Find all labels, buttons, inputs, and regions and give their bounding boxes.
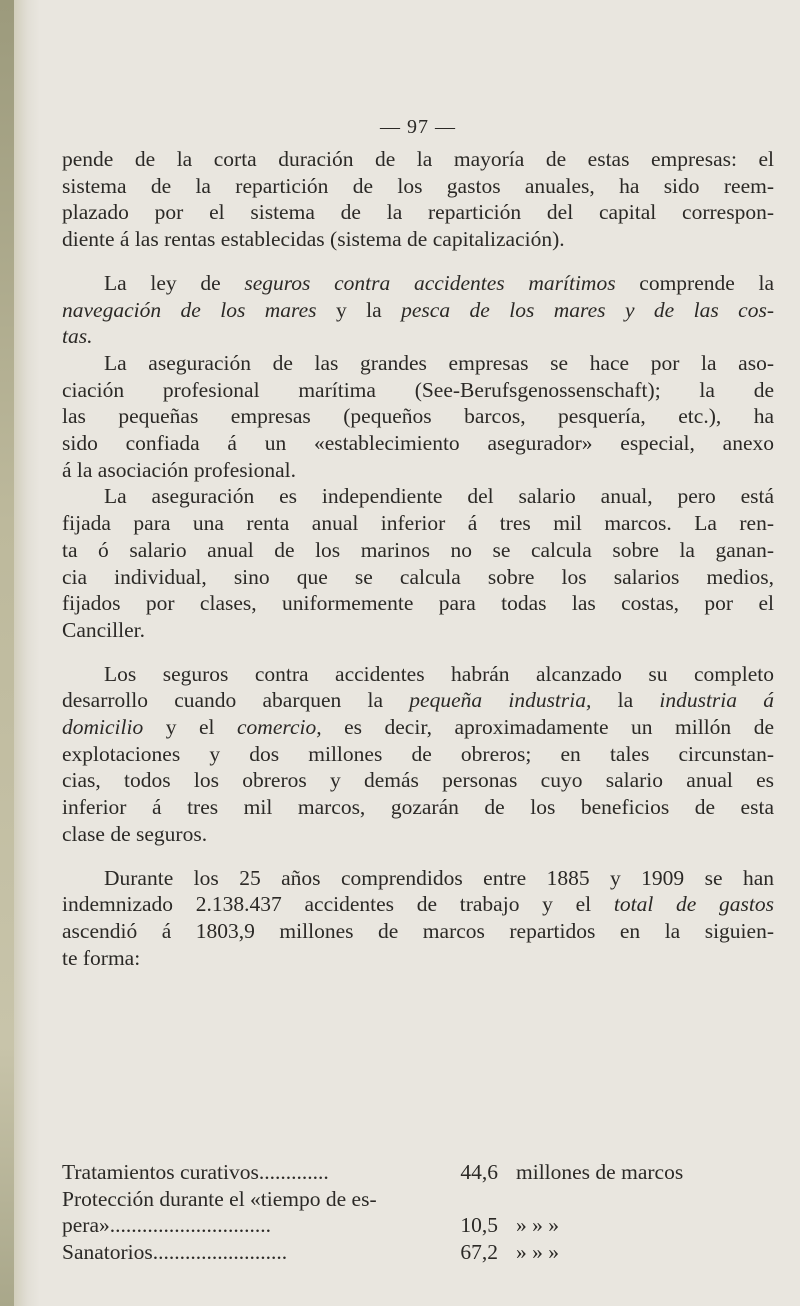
text-line: inferior á tres mil marcos, gozarán de los beneficios de esta: [62, 795, 774, 820]
text-line: fijada para una renta anual inferior á tres mil marcos. La ren-: [62, 511, 774, 536]
paragraph-5: [62, 661, 774, 848]
text-line: desarrollo cuando abarquen la pequeña industria, la industria á: [62, 688, 774, 713]
text-line: explotaciones y dos millones de obreros; en tales circunstan-: [62, 741, 774, 766]
table-row: [62, 1239, 774, 1266]
text-line: tas.: [62, 324, 93, 349]
paragraph-2: [62, 270, 774, 350]
expenses-table: [62, 1159, 774, 1266]
table-row: [62, 1159, 774, 1186]
text-line: plazado por el sistema de la repartición del capital correspon-: [62, 200, 774, 225]
text-line: á la asociación profesional.: [62, 457, 297, 482]
paragraph-4: [62, 483, 774, 643]
expense-label: Tratamientos curativos.............: [62, 1160, 329, 1184]
expense-unit: millones de marcos: [516, 1160, 684, 1184]
text-line: Los seguros contra accidentes habrán alcanzado su completo: [104, 661, 774, 686]
expense-value: 67,2: [460, 1240, 498, 1265]
text-line: La aseguración de las grandes empresas se hace por la aso-: [104, 350, 774, 375]
text-line: clase de seguros.: [62, 821, 208, 846]
text-line: sistema de la repartición de los gastos anuales, ha sido reem-: [62, 173, 774, 198]
text-line: indemnizado 2.138.437 accidentes de trabajo y el total de gastos: [62, 892, 775, 917]
paragraph-1: [62, 146, 774, 253]
expense-value: 44,6: [460, 1160, 498, 1184]
text-line: ta ó salario anual de los marinos no se calcula sobre la ganan-: [62, 537, 774, 562]
expense-value: 10,5: [460, 1213, 498, 1238]
text-line: Durante los 25 años comprendidos entre 1885 y 1909 se han: [104, 865, 774, 890]
text-line: te forma:: [62, 945, 141, 970]
body-text: [62, 146, 774, 971]
binding-edge: [0, 0, 14, 1306]
text-line: navegación de los mares y la pesca de los mares y de las cos-: [62, 297, 774, 322]
paragraph-6: [62, 865, 774, 972]
text-line: las pequeñas empresas (pequeños barcos, pesquería, etc.), ha: [62, 404, 774, 429]
expense-label: Sanatorios.........................: [62, 1240, 288, 1265]
table-row: [62, 1212, 774, 1239]
expense-unit: » » »: [516, 1213, 559, 1238]
text-line: ascendió á 1803,9 millones de marcos repartidos en la siguien-: [62, 918, 774, 943]
text-line: sido confiada á un «establecimiento asegurador» especial, anexo: [62, 431, 774, 456]
text-line: fijados por clases, uniformemente para todas las costas, por el: [62, 591, 774, 616]
text-line: La ley de seguros contra accidentes marítimos comprende la: [104, 270, 775, 295]
expense-unit: » » »: [516, 1240, 559, 1265]
text-line: cias, todos los obreros y demás personas cuyo salario anual es: [62, 768, 774, 793]
page-number: — 97 —: [380, 116, 456, 138]
paragraph-3: [62, 350, 774, 484]
text-line: La aseguración es independiente del salario anual, pero está: [104, 484, 774, 509]
text-line: pende de la corta duración de la mayoría de estas empresas: el: [62, 147, 774, 171]
text-line: cia individual, sino que se calcula sobre los salarios medios,: [62, 564, 774, 589]
text-line: Canciller.: [62, 617, 145, 642]
expense-label: pera»..............................: [62, 1213, 271, 1238]
text-line: domicilio y el comercio, es decir, aproximadamente un millón de: [62, 715, 774, 740]
expense-label: Protección durante el «tiempo de es-: [62, 1186, 377, 1211]
table-row: [62, 1186, 774, 1213]
text-line: diente á las rentas establecidas (sistema de capitalización).: [62, 227, 565, 252]
text-line: ciación profesional marítima (See-Berufsgenossenschaft); la de: [62, 377, 774, 402]
